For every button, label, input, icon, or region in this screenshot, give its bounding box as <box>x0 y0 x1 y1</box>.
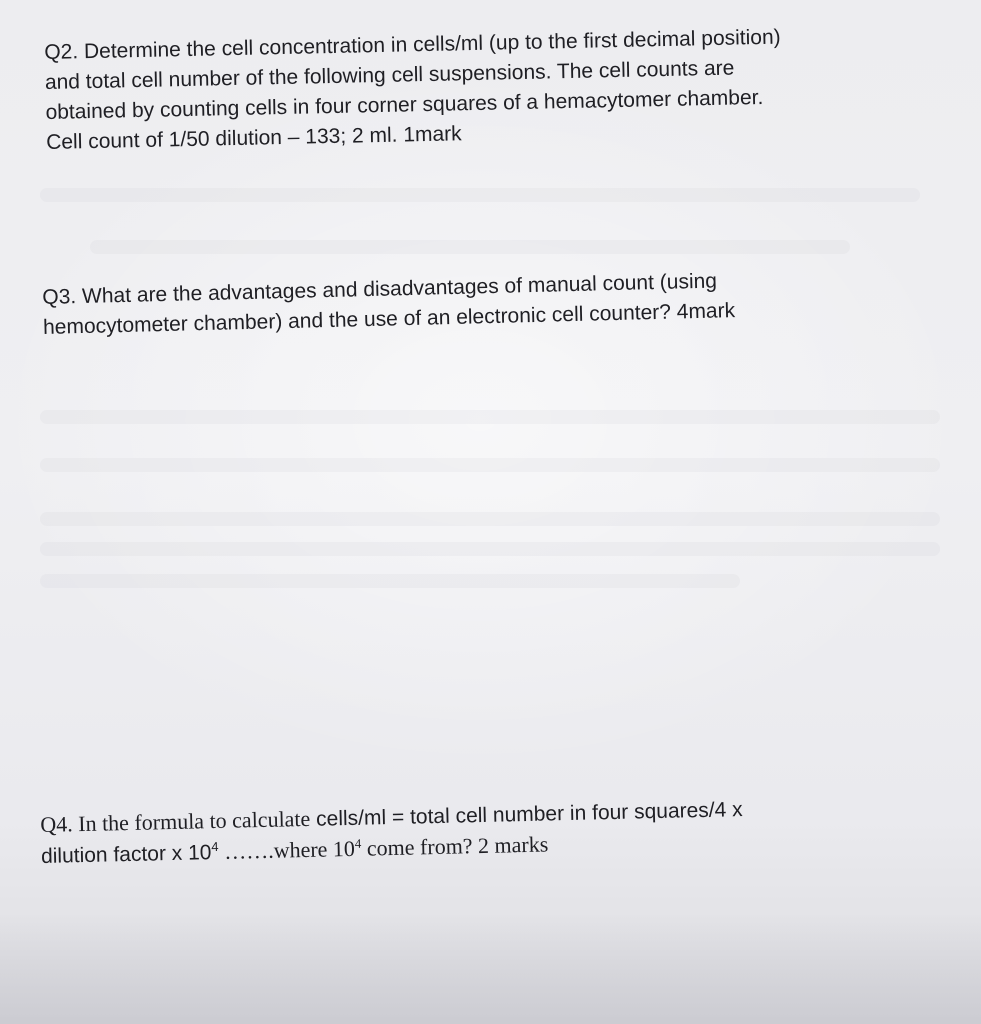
question-4-formula: cells/ml = total cell number in four squares/4 x <box>310 798 743 831</box>
photo-shadow <box>0 914 981 1024</box>
question-4-formula-continued: dilution factor x 10 <box>40 841 212 868</box>
question-2 <box>44 23 783 158</box>
bleed-through-mark <box>40 188 920 202</box>
question-4 <box>40 794 744 872</box>
question-4-suffix: come from? 2 marks <box>361 831 549 861</box>
question-3-line-2: hemocytometer chamber) and the use of an electronic cell counter? 4mark <box>42 299 736 339</box>
question-2-line-2: and total cell number of the following cell suspensions. The cell counts are <box>44 56 735 94</box>
bleed-through-mark <box>40 542 940 556</box>
bleed-through-mark <box>40 410 940 424</box>
bleed-through-mark <box>40 458 940 472</box>
question-2-line-4: Cell count of 1/50 dilution – 133; 2 ml. 1mark <box>45 122 462 154</box>
bleed-through-mark <box>90 240 850 254</box>
question-4-exponent-2: 4 <box>354 835 362 851</box>
question-3-line-1: Q3. What are the advantages and disadvantages of manual count (using <box>42 269 718 309</box>
question-3 <box>42 266 735 343</box>
question-2-line-1: Q2. Determine the cell concentration in cells/ml (up to the first decimal position) <box>44 25 781 64</box>
question-4-where: …….where 10 <box>218 835 356 864</box>
question-4-prefix: Q4. In the formula to calculate <box>40 805 311 837</box>
question-2-line-3: obtained by counting cells in four corner squares of a hemacytomer chamber. <box>45 85 764 124</box>
bleed-through-mark <box>40 574 740 588</box>
question-4-exponent-1: 4 <box>211 838 219 855</box>
bleed-through-mark <box>40 512 940 526</box>
